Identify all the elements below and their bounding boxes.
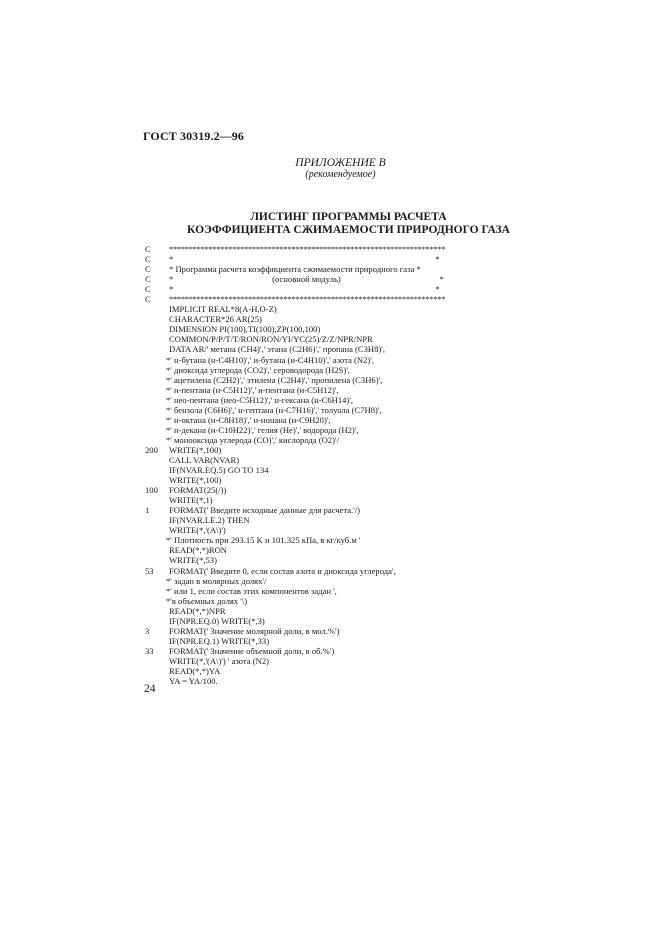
code-line [145,475,485,485]
code-line [145,616,485,626]
code-line [145,555,485,565]
line-label: C [145,274,151,285]
code-text: CHARACTER*26 AR(25) [169,314,262,325]
code-line [145,495,485,505]
code-line [145,576,485,586]
code-line [145,304,485,314]
code-text: READ(*,*)YA [169,665,221,676]
line-label: 200 [145,444,158,455]
code-text: FORMAT(25(/)) [169,485,227,496]
line-label: 33 [145,645,154,656]
code-text: *' ацетилена (C2H2)',' этилена (C2H4)',' пропилена (C3H6)', [166,374,383,385]
code-text: *' н-пентана (н-C5H12)',' и-пентана (и-C5H12)', [166,384,339,395]
line-label: 3 [145,625,150,636]
line-label: C [145,264,151,275]
code-line [145,666,485,676]
code-text: *' н-бутана (н-C4H10)',' и-бутана (и-C4H10)',' азота (N2)', [166,354,374,365]
code-text: READ(*,*)NPR [169,605,226,616]
standard-code: ГОСТ 30319.2—96 [143,129,244,143]
code-line [145,515,485,525]
code-line [145,314,485,324]
line-label: 1 [145,505,150,516]
code-line [145,656,485,666]
code-line [145,244,485,254]
code-line [145,284,485,294]
code-line [145,485,485,495]
code-text: ********************************************************************** [169,294,446,305]
code-line [145,274,485,284]
code-text: *' н-октана (н-C8H18)',' н-нонана (н-C9H20)', [166,414,331,425]
line-label: 100 [145,485,158,496]
code-text: YA = YA/100. [169,676,218,687]
code-line [145,636,485,646]
code-text: *' бензола (C6H6)',' н-гептана (н-C7H16)',' толуола (C7H8)', [166,404,382,415]
code-line [145,395,485,405]
code-text: WRITE(*,100) [169,444,222,455]
code-line [145,365,485,375]
code-text: WRITE(*,53) [169,555,217,566]
code-line [145,465,485,475]
code-line [145,334,485,344]
code-text: *' монооксида углерода (CO)',' кислорода (O2)'/ [166,434,339,445]
code-text: IF(NVAR.EQ.5) GO TO 134 [169,465,269,476]
code-line [145,405,485,415]
line-label: 53 [145,565,154,576]
code-text: WRITE(*,1) [169,495,213,506]
code-line [145,415,485,425]
code-line [145,435,485,445]
code-line [145,445,485,455]
line-label: C [145,254,151,265]
line-label: C [145,284,151,295]
line-label: C [145,244,151,254]
code-line [145,545,485,555]
code-text: * Программа расчета коэффициента сжимаемости природного газа * [169,264,421,275]
code-text: IF(NPR.EQ.1) WRITE(*,33) [169,635,270,646]
code-text: *' нео-пентана (нео-C5H12)',' н-гексана (н-C6H14)', [166,394,353,405]
code-text: *'в объемных долях '\) [166,595,248,606]
code-line [145,626,485,636]
line-label: C [145,294,151,305]
code-text: * * [169,254,440,265]
code-line [145,646,485,656]
listing-heading-line-2: КОЭФФИЦИЕНТА СЖИМАЕМОСТИ ПРИРОДНОГО ГАЗА [187,224,510,236]
code-text: *' задан в молярных долях'/ [166,575,267,586]
code-text: * * [169,284,440,295]
code-line [145,254,485,264]
code-text: * (основной модуль) * [169,274,444,285]
code-line [145,455,485,465]
code-line [145,586,485,596]
appendix-title: ПРИЛОЖЕНИЕ В [295,157,386,169]
code-text: DIMENSION PI(100),TI(100),ZP(100,100) [169,324,321,335]
code-text: *' н-декана (н-C10H22)',' гелия (He)',' водорода (H2)', [166,424,359,435]
code-line [145,355,485,365]
code-line [145,385,485,395]
code-line [145,344,485,354]
code-text: *' или 1, если состав этих компонентов задан ', [166,585,337,596]
code-line [145,294,485,304]
code-text: WRITE(*,100) [169,475,222,486]
code-text: READ(*,*)RON [169,545,228,556]
code-line [145,535,485,545]
code-line [145,525,485,535]
code-line [145,425,485,435]
code-line [145,596,485,606]
code-line [145,566,485,576]
code-text: FORMAT(' Значение молярной доли, в мол.%') [169,625,340,636]
code-line [145,606,485,616]
code-text: FORMAT(' Значение объемной доли, в об.%') [169,645,335,656]
code-text: CALL VAR(NVAR) [169,454,240,465]
code-text: WRITE(*,'(A\)') [169,525,226,536]
code-text: IMPLICIT REAL*8(A-H,O-Z) [169,304,277,315]
code-line [145,505,485,515]
listing-heading-line-1: ЛИСТИНГ ПРОГРАММЫ РАСЧЕТА [250,211,447,223]
code-text: FORMAT(' Введите исходные данные для расчета.'/) [169,505,360,516]
code-text: COMMON/P/P/T/T/RON/RON/YI/YC(25)/Z/Z/NPR/NPR [169,334,373,345]
code-line [145,375,485,385]
code-text: WRITE(*,'(A\)') ' азота (N2) [169,655,270,666]
code-text: IF(NPR.EQ.0) WRITE(*,3) [169,615,265,626]
code-line [145,324,485,334]
code-text: FORMAT(' Введите 0, если состав азота и диоксида углерода', [169,565,396,576]
code-text: IF(NVAR.LE.2) THEN [169,515,250,526]
appendix-subtitle: (рекомендуемое) [305,169,376,180]
code-text: *' Плотность при 293.15 K и 101.325 кПа, в кг/куб.м ' [166,535,361,546]
code-text: ********************************************************************** [169,244,446,254]
code-line [145,264,485,274]
page-number: 24 [144,683,156,695]
code-text: DATA AR/' метана (CH4)',' этана (C2H6)',' пропана (C3H8)', [169,344,385,355]
code-text: *' диоксида углерода (CO2)',' сероводорода (H2S)', [166,364,350,375]
program-listing [145,244,485,686]
code-line [145,676,485,686]
